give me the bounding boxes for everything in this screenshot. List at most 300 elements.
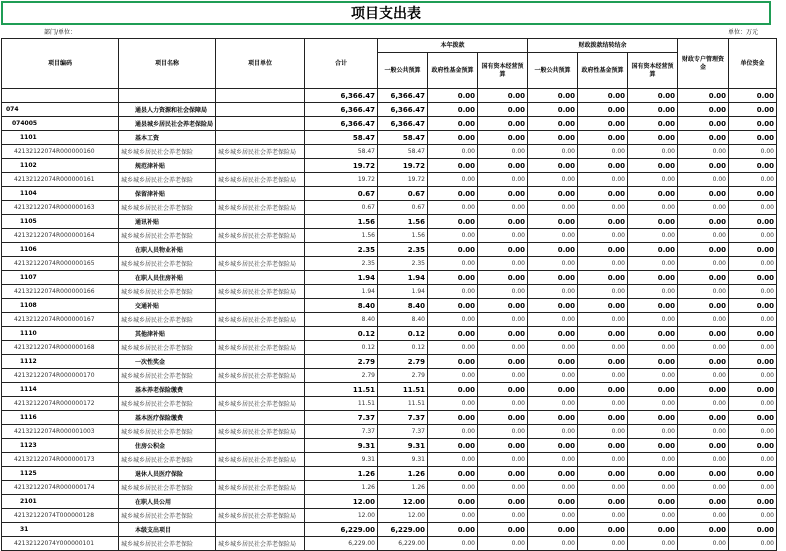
cell-value: 0.00 <box>478 285 528 299</box>
cell-unit <box>216 131 305 145</box>
cell-value: 0.00 <box>729 187 777 201</box>
cell-value: 0.00 <box>478 257 528 271</box>
cell-value: 0.00 <box>478 131 528 145</box>
cell-total: 19.72 <box>305 173 378 187</box>
cell-total: 6,366.47 <box>305 89 378 103</box>
col-header-special: 财政专户管理资金 <box>678 39 729 89</box>
cell-value: 0.00 <box>628 439 678 453</box>
cell-value: 0.00 <box>478 537 528 551</box>
cell-value: 0.00 <box>528 425 578 439</box>
cell-code: 42132122074R000000160 <box>2 145 119 159</box>
table-row <box>2 145 777 159</box>
cell-general: 7.37 <box>378 411 428 425</box>
table-row <box>2 383 777 397</box>
table-row <box>2 257 777 271</box>
cell-name: 城乡城乡居民社会养老保险 <box>119 397 216 411</box>
cell-value: 0.00 <box>678 173 729 187</box>
cell-name: 通讯补贴 <box>119 215 216 229</box>
cell-value: 0.00 <box>628 481 678 495</box>
cell-name: 其他津补贴 <box>119 327 216 341</box>
cell-value: 0.00 <box>678 425 729 439</box>
cell-value: 0.00 <box>428 355 478 369</box>
cell-value: 0.00 <box>428 369 478 383</box>
cell-value: 0.00 <box>478 495 528 509</box>
cell-general: 11.51 <box>378 383 428 397</box>
cell-total: 19.72 <box>305 159 378 173</box>
cell-value: 0.00 <box>528 439 578 453</box>
cell-value: 0.00 <box>478 467 528 481</box>
col-header-state-capital: 国有资本经营预算 <box>478 53 528 89</box>
cell-value: 0.00 <box>428 103 478 117</box>
cell-value: 0.00 <box>478 341 528 355</box>
cell-value: 0.00 <box>578 439 628 453</box>
cell-code: 42132122074R000000165 <box>2 257 119 271</box>
cell-value: 0.00 <box>528 355 578 369</box>
cell-value: 0.00 <box>628 299 678 313</box>
cell-unit: 城乡城乡居民社会养老保险局 <box>216 341 305 355</box>
cell-value: 0.00 <box>478 187 528 201</box>
cell-name: 通县城乡居民社会养老保险局 <box>119 117 216 131</box>
cell-value: 0.00 <box>678 117 729 131</box>
cell-value: 0.00 <box>678 467 729 481</box>
cell-value: 0.00 <box>729 327 777 341</box>
cell-total: 1.56 <box>305 229 378 243</box>
cell-general: 1.56 <box>378 229 428 243</box>
cell-value: 0.00 <box>528 229 578 243</box>
cell-general: 0.12 <box>378 327 428 341</box>
cell-value: 0.00 <box>628 215 678 229</box>
cell-name: 城乡城乡居民社会养老保险 <box>119 173 216 187</box>
page-title: 项目支出表 <box>1 1 771 25</box>
cell-value: 0.00 <box>578 495 628 509</box>
cell-value: 0.00 <box>729 355 777 369</box>
cell-unit: 城乡城乡居民社会养老保险局 <box>216 313 305 327</box>
cell-unit: 城乡城乡居民社会养老保险局 <box>216 481 305 495</box>
cell-code: 1105 <box>2 215 119 229</box>
cell-general: 8.40 <box>378 299 428 313</box>
cell-value: 0.00 <box>428 327 478 341</box>
cell-general: 6,366.47 <box>378 103 428 117</box>
cell-value: 0.00 <box>678 439 729 453</box>
cell-name: 基本工资 <box>119 131 216 145</box>
cell-code: 42132122074R000000172 <box>2 397 119 411</box>
cell-name: 基本养老保险缴费 <box>119 383 216 397</box>
cell-code: 42132122074R000000168 <box>2 341 119 355</box>
cell-value: 0.00 <box>729 453 777 467</box>
cell-value: 0.00 <box>478 383 528 397</box>
cell-value: 0.00 <box>578 215 628 229</box>
cell-value: 0.00 <box>628 327 678 341</box>
cell-total: 0.67 <box>305 187 378 201</box>
cell-code: 1102 <box>2 159 119 173</box>
cell-value: 0.00 <box>428 145 478 159</box>
cell-code: 1116 <box>2 411 119 425</box>
cell-value: 0.00 <box>428 453 478 467</box>
cell-value: 0.00 <box>678 145 729 159</box>
cell-unit <box>216 215 305 229</box>
cell-name: 城乡城乡居民社会养老保险 <box>119 509 216 523</box>
cell-unit <box>216 327 305 341</box>
table-row <box>2 285 777 299</box>
cell-general: 9.31 <box>378 439 428 453</box>
cell-total: 1.56 <box>305 215 378 229</box>
cell-value: 0.00 <box>478 425 528 439</box>
cell-value: 0.00 <box>628 89 678 103</box>
table-row <box>2 229 777 243</box>
cell-value: 0.00 <box>678 299 729 313</box>
cell-code: 42132122074R000000164 <box>2 229 119 243</box>
cell-value: 0.00 <box>578 383 628 397</box>
cell-unit <box>216 271 305 285</box>
cell-unit <box>216 495 305 509</box>
cell-total: 0.67 <box>305 201 378 215</box>
cell-total: 58.47 <box>305 145 378 159</box>
cell-value: 0.00 <box>578 285 628 299</box>
cell-value: 0.00 <box>428 495 478 509</box>
table-row <box>2 537 777 551</box>
cell-value: 0.00 <box>729 243 777 257</box>
cell-value: 0.00 <box>428 131 478 145</box>
cell-value: 0.00 <box>729 299 777 313</box>
cell-total: 12.00 <box>305 495 378 509</box>
cell-total: 2.79 <box>305 369 378 383</box>
cell-total: 9.31 <box>305 439 378 453</box>
cell-total: 12.00 <box>305 509 378 523</box>
cell-value: 0.00 <box>528 159 578 173</box>
table-row <box>2 495 777 509</box>
cell-general: 11.51 <box>378 397 428 411</box>
cell-name: 城乡城乡居民社会养老保险 <box>119 229 216 243</box>
cell-value: 0.00 <box>578 341 628 355</box>
cell-value: 0.00 <box>628 523 678 537</box>
cell-general: 1.94 <box>378 285 428 299</box>
cell-value: 0.00 <box>578 271 628 285</box>
cell-unit <box>216 243 305 257</box>
cell-code: 2101 <box>2 495 119 509</box>
cell-general: 2.79 <box>378 355 428 369</box>
cell-value: 0.00 <box>628 117 678 131</box>
cell-code: 42132122074R000000163 <box>2 201 119 215</box>
cell-value: 0.00 <box>478 145 528 159</box>
cell-value: 0.00 <box>578 397 628 411</box>
cell-name: 在职人员物业补贴 <box>119 243 216 257</box>
cell-value: 0.00 <box>528 327 578 341</box>
table-row <box>2 243 777 257</box>
cell-value: 0.00 <box>478 243 528 257</box>
cell-name: 基本医疗保险缴费 <box>119 411 216 425</box>
cell-total: 8.40 <box>305 299 378 313</box>
cell-value: 0.00 <box>528 299 578 313</box>
cell-name: 城乡城乡居民社会养老保险 <box>119 145 216 159</box>
cell-name: 本级支出项目 <box>119 523 216 537</box>
table-row <box>2 439 777 453</box>
cell-total: 1.94 <box>305 285 378 299</box>
cell-value: 0.00 <box>729 439 777 453</box>
table-row <box>2 131 777 145</box>
cell-value: 0.00 <box>578 159 628 173</box>
cell-name: 交通补贴 <box>119 299 216 313</box>
cell-unit <box>216 411 305 425</box>
cell-name: 通县人力资源和社会保障局 <box>119 103 216 117</box>
cell-code: 074 <box>2 103 119 117</box>
cell-code: 42132122074R000000170 <box>2 369 119 383</box>
cell-value: 0.00 <box>478 355 528 369</box>
cell-value: 0.00 <box>678 411 729 425</box>
table-row <box>2 201 777 215</box>
cell-value: 0.00 <box>578 117 628 131</box>
cell-general: 6,229.00 <box>378 523 428 537</box>
cell-value: 0.00 <box>628 257 678 271</box>
cell-value: 0.00 <box>578 481 628 495</box>
cell-value: 0.00 <box>729 523 777 537</box>
cell-value: 0.00 <box>428 439 478 453</box>
cell-name: 退休人员医疗保险 <box>119 467 216 481</box>
cell-total: 1.94 <box>305 271 378 285</box>
cell-value: 0.00 <box>729 411 777 425</box>
cell-value: 0.00 <box>678 271 729 285</box>
cell-value: 0.00 <box>729 131 777 145</box>
cell-code: 1101 <box>2 131 119 145</box>
cell-code: 1108 <box>2 299 119 313</box>
cell-name: 城乡城乡居民社会养老保险 <box>119 257 216 271</box>
cell-value: 0.00 <box>578 467 628 481</box>
table-row <box>2 103 777 117</box>
table-row <box>2 425 777 439</box>
cell-value: 0.00 <box>478 201 528 215</box>
cell-value: 0.00 <box>628 509 678 523</box>
cell-total: 9.31 <box>305 453 378 467</box>
cell-value: 0.00 <box>628 425 678 439</box>
cell-name: 城乡城乡居民社会养老保险 <box>119 425 216 439</box>
cell-value: 0.00 <box>628 145 678 159</box>
cell-value: 0.00 <box>729 467 777 481</box>
cell-value: 0.00 <box>428 313 478 327</box>
cell-value: 0.00 <box>478 215 528 229</box>
cell-general: 1.26 <box>378 467 428 481</box>
cell-unit: 城乡城乡居民社会养老保险局 <box>216 229 305 243</box>
cell-general: 6,366.47 <box>378 117 428 131</box>
cell-total: 6,229.00 <box>305 523 378 537</box>
col-header-code: 项目编码 <box>2 39 119 89</box>
cell-name: 城乡城乡居民社会养老保险 <box>119 285 216 299</box>
project-expenditure-table <box>1 38 777 551</box>
cell-general: 8.40 <box>378 313 428 327</box>
cell-unit <box>216 383 305 397</box>
cell-name: 在职人员住房补贴 <box>119 271 216 285</box>
cell-unit: 城乡城乡居民社会养老保险局 <box>216 397 305 411</box>
table-row <box>2 327 777 341</box>
cell-value: 0.00 <box>428 257 478 271</box>
cell-value: 0.00 <box>528 131 578 145</box>
cell-value: 0.00 <box>578 243 628 257</box>
cell-value: 0.00 <box>678 243 729 257</box>
cell-value: 0.00 <box>678 313 729 327</box>
cell-unit: 城乡城乡居民社会养老保险局 <box>216 425 305 439</box>
cell-value: 0.00 <box>628 285 678 299</box>
col-header-name: 项目名称 <box>119 39 216 89</box>
cell-value: 0.00 <box>528 173 578 187</box>
col-group-transfer: 财政拨款结转结余 <box>528 39 678 53</box>
cell-unit <box>216 523 305 537</box>
cell-value: 0.00 <box>628 383 678 397</box>
cell-value: 0.00 <box>528 495 578 509</box>
cell-value: 0.00 <box>528 285 578 299</box>
cell-code: 42132122074R000000173 <box>2 453 119 467</box>
cell-code: 42132122074R000000161 <box>2 173 119 187</box>
cell-general: 7.37 <box>378 425 428 439</box>
cell-value: 0.00 <box>528 341 578 355</box>
cell-general: 6,366.47 <box>378 89 428 103</box>
cell-value: 0.00 <box>428 271 478 285</box>
cell-value: 0.00 <box>578 425 628 439</box>
table-row <box>2 369 777 383</box>
cell-value: 0.00 <box>729 271 777 285</box>
cell-value: 0.00 <box>478 481 528 495</box>
cell-general: 2.35 <box>378 257 428 271</box>
cell-value: 0.00 <box>428 425 478 439</box>
cell-name <box>119 89 216 103</box>
cell-name: 规范津补贴 <box>119 159 216 173</box>
cell-value: 0.00 <box>478 509 528 523</box>
cell-unit: 城乡城乡居民社会养老保险局 <box>216 145 305 159</box>
cell-general: 1.56 <box>378 215 428 229</box>
cell-value: 0.00 <box>528 145 578 159</box>
cell-general: 6,229.00 <box>378 537 428 551</box>
cell-value: 0.00 <box>628 131 678 145</box>
cell-value: 0.00 <box>428 509 478 523</box>
cell-general: 12.00 <box>378 495 428 509</box>
cell-value: 0.00 <box>528 89 578 103</box>
cell-value: 0.00 <box>428 173 478 187</box>
cell-value: 0.00 <box>729 537 777 551</box>
cell-unit <box>216 467 305 481</box>
cell-value: 0.00 <box>628 243 678 257</box>
cell-total: 0.12 <box>305 327 378 341</box>
cell-value: 0.00 <box>478 271 528 285</box>
cell-name: 城乡城乡居民社会养老保险 <box>119 453 216 467</box>
cell-value: 0.00 <box>729 103 777 117</box>
cell-unit <box>216 187 305 201</box>
cell-name: 保留津补贴 <box>119 187 216 201</box>
cell-code: 1104 <box>2 187 119 201</box>
cell-value: 0.00 <box>628 369 678 383</box>
table-row <box>2 355 777 369</box>
cell-value: 0.00 <box>678 187 729 201</box>
dept-label: 部门/单位： <box>44 29 77 36</box>
cell-value: 0.00 <box>578 355 628 369</box>
cell-value: 0.00 <box>678 383 729 397</box>
cell-value: 0.00 <box>528 383 578 397</box>
cell-total: 2.35 <box>305 243 378 257</box>
cell-value: 0.00 <box>628 229 678 243</box>
table-row <box>2 271 777 285</box>
cell-value: 0.00 <box>478 327 528 341</box>
cell-general: 1.94 <box>378 271 428 285</box>
col-header-general: 一般公共预算 <box>378 53 428 89</box>
cell-total: 6,229.00 <box>305 537 378 551</box>
cell-value: 0.00 <box>428 89 478 103</box>
cell-total: 2.35 <box>305 257 378 271</box>
col-header-unit: 项目单位 <box>216 39 305 89</box>
cell-value: 0.00 <box>428 229 478 243</box>
cell-unit <box>216 159 305 173</box>
table-row <box>2 481 777 495</box>
cell-value: 0.00 <box>628 271 678 285</box>
cell-value: 0.00 <box>478 397 528 411</box>
cell-unit <box>216 103 305 117</box>
cell-value: 0.00 <box>678 341 729 355</box>
cell-unit <box>216 89 305 103</box>
cell-unit: 城乡城乡居民社会养老保险局 <box>216 257 305 271</box>
cell-value: 0.00 <box>528 509 578 523</box>
cell-value: 0.00 <box>428 481 478 495</box>
table-row <box>2 509 777 523</box>
cell-value: 0.00 <box>729 509 777 523</box>
cell-unit: 城乡城乡居民社会养老保险局 <box>216 201 305 215</box>
cell-value: 0.00 <box>628 411 678 425</box>
table-row <box>2 397 777 411</box>
cell-code: 42132122074Y000000101 <box>2 537 119 551</box>
cell-value: 0.00 <box>628 453 678 467</box>
cell-code: 42132122074R000000166 <box>2 285 119 299</box>
cell-value: 0.00 <box>678 159 729 173</box>
cell-value: 0.00 <box>578 173 628 187</box>
cell-name: 住房公积金 <box>119 439 216 453</box>
cell-value: 0.00 <box>528 187 578 201</box>
cell-value: 0.00 <box>729 397 777 411</box>
cell-general: 58.47 <box>378 131 428 145</box>
cell-value: 0.00 <box>678 285 729 299</box>
cell-total: 7.37 <box>305 425 378 439</box>
cell-general: 1.26 <box>378 481 428 495</box>
cell-value: 0.00 <box>578 369 628 383</box>
cell-code <box>2 89 119 103</box>
cell-value: 0.00 <box>428 467 478 481</box>
cell-value: 0.00 <box>628 495 678 509</box>
cell-name: 城乡城乡居民社会养老保险 <box>119 313 216 327</box>
cell-total: 8.40 <box>305 313 378 327</box>
table-row <box>2 173 777 187</box>
cell-value: 0.00 <box>578 299 628 313</box>
cell-value: 0.00 <box>578 327 628 341</box>
cell-code: 1107 <box>2 271 119 285</box>
cell-value: 0.00 <box>678 327 729 341</box>
cell-value: 0.00 <box>428 299 478 313</box>
cell-general: 0.12 <box>378 341 428 355</box>
cell-total: 1.26 <box>305 481 378 495</box>
cell-value: 0.00 <box>428 411 478 425</box>
table-row <box>2 523 777 537</box>
cell-value: 0.00 <box>729 313 777 327</box>
cell-total: 7.37 <box>305 411 378 425</box>
cell-name: 城乡城乡居民社会养老保险 <box>119 341 216 355</box>
cell-value: 0.00 <box>729 285 777 299</box>
cell-value: 0.00 <box>428 285 478 299</box>
cell-unit <box>216 355 305 369</box>
cell-total: 0.12 <box>305 341 378 355</box>
cell-value: 0.00 <box>678 537 729 551</box>
table-row <box>2 117 777 131</box>
cell-general: 19.72 <box>378 173 428 187</box>
cell-general: 9.31 <box>378 453 428 467</box>
cell-value: 0.00 <box>628 103 678 117</box>
cell-value: 0.00 <box>729 89 777 103</box>
cell-value: 0.00 <box>628 173 678 187</box>
cell-value: 0.00 <box>729 257 777 271</box>
table-row <box>2 313 777 327</box>
cell-value: 0.00 <box>478 89 528 103</box>
cell-code: 074005 <box>2 117 119 131</box>
